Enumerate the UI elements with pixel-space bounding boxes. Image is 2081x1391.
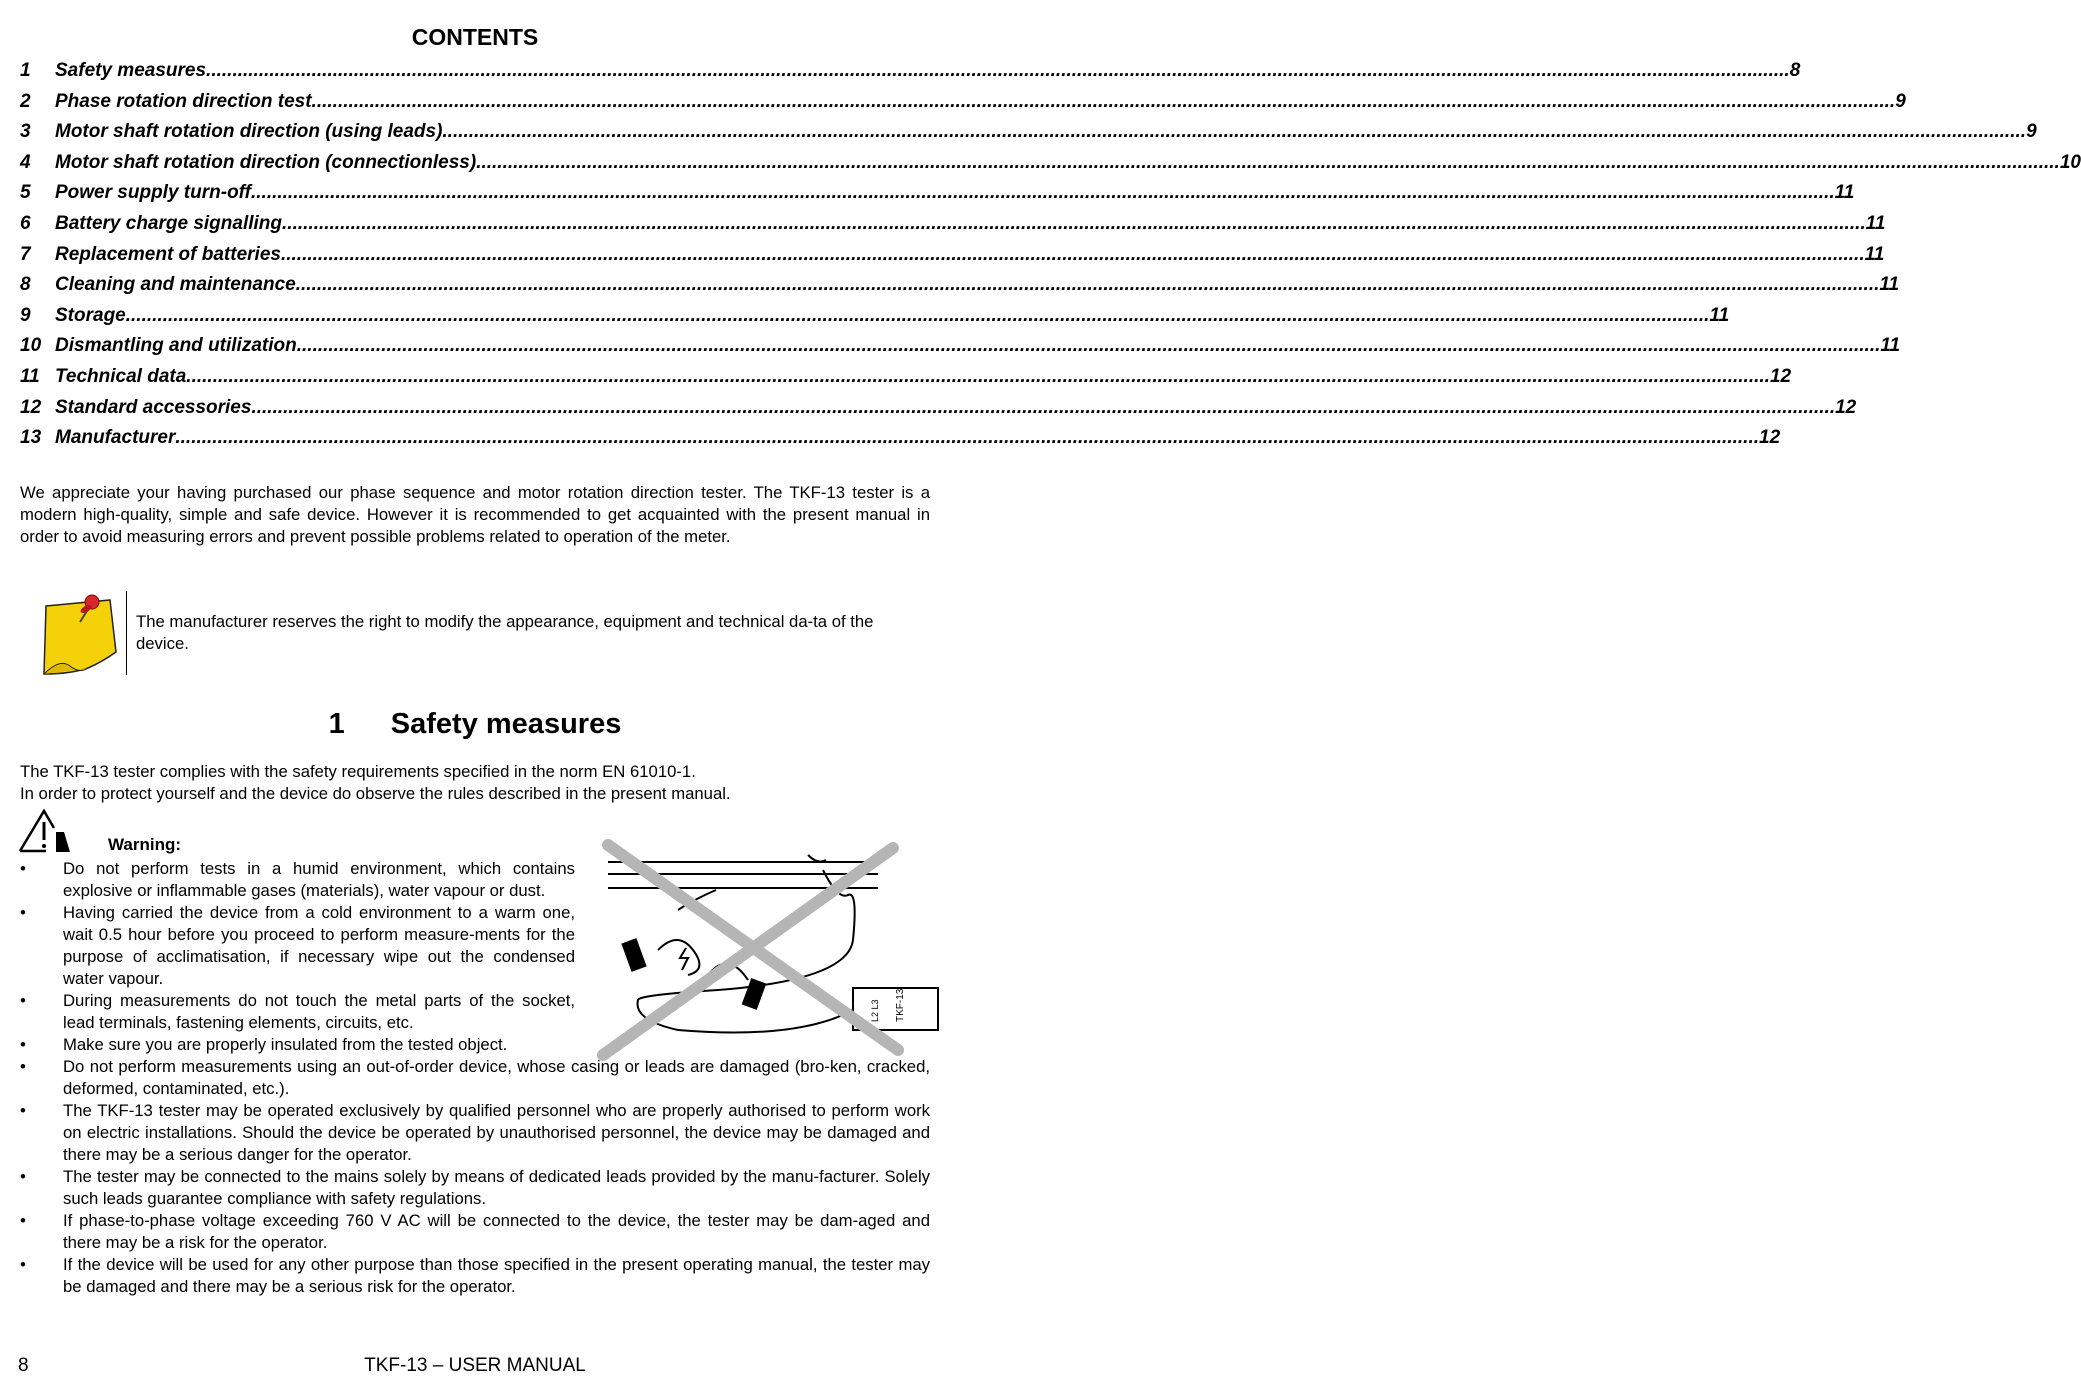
intro-paragraph: We appreciate your having purchased our phase sequence and motor rotation direction tester. The TKF-13 tester is a modern high-quality, simple and safe device. However it is recommended to get acquainted with the present manual in order to avoid measuring errors and prevent possible problems related to operation of the meter. bbox=[20, 483, 930, 546]
section-title: Safety measures bbox=[390, 708, 622, 740]
toc-entry[interactable] bbox=[20, 121, 2037, 152]
toc-entry-number: 11 bbox=[20, 365, 40, 387]
table-of-contents bbox=[20, 60, 2081, 458]
toc-entry-page: 11 bbox=[1864, 243, 1885, 265]
note-text: The manufacturer reserves the right to modify the appearance, equipment and technical da-ta of the device. bbox=[136, 612, 874, 653]
warning-list-text: Make sure you are properly insulated from the tested object. bbox=[63, 1035, 508, 1054]
bullet-icon: • bbox=[20, 1211, 26, 1230]
bullet-icon: • bbox=[20, 1035, 26, 1054]
figure-terminals-label: L2 L3 bbox=[870, 999, 880, 1022]
warning-list-item bbox=[20, 1056, 930, 1100]
warning-list-text: Do not perform tests in a humid environment, which contains explosive or inflammable gases (materials), water vapour or dust. bbox=[63, 859, 575, 900]
warning-list-text: The tester may be connected to the mains solely by means of dedicated leads provided by the manu-facturer. Solely such leads guarantee compliance with safety regulations. bbox=[63, 1167, 930, 1208]
toc-entry-label: Safety measures bbox=[55, 60, 207, 81]
toc-entry-label: Manufacturer bbox=[55, 427, 176, 449]
warning-list-text: During measurements do not touch the metal parts of the socket, lead terminals, fastening elements, circuits, etc. bbox=[63, 991, 575, 1032]
toc-dot-leader: ............................................................................................................................................................................................................................................................................................................ bbox=[280, 243, 1865, 265]
warning-list-text: The TKF-13 tester may be operated exclusively by qualified personnel who are properly authorised to perform work on electric installations. Should the device be operated by unauthorised personnel, the device may be damaged and there may be a serious danger for the operator. bbox=[63, 1101, 930, 1164]
toc-dot-leader: ............................................................................................................................................................................................................................................................................................................ bbox=[476, 151, 2060, 173]
warning-title: Warning: bbox=[108, 835, 182, 854]
warning-list-item bbox=[20, 1166, 930, 1210]
warning-list-text: If the device will be used for any other purpose than those specified in the present operating manual, the tester may be damaged and there may be a serious risk for the operator. bbox=[63, 1255, 930, 1296]
toc-entry-number: 6 bbox=[20, 212, 31, 234]
warning-list-text: Having carried the device from a cold environment to a warm one, wait 0.5 hour before you proceed to perform measure-ments for the purpose of acclimatisation, if necessary wipe out the condensed water vapour. bbox=[63, 903, 575, 988]
toc-entry[interactable] bbox=[20, 151, 2081, 183]
bullet-icon: • bbox=[20, 1057, 26, 1076]
toc-dot-leader: ............................................................................................................................................................................................................................................................................................................ bbox=[296, 335, 1881, 357]
toc-entry[interactable] bbox=[20, 212, 1886, 244]
toc-entry-number: 5 bbox=[20, 182, 31, 204]
toc-entry-label: Motor shaft rotation direction (connectionless) bbox=[55, 151, 477, 173]
toc-entry-page: 8 bbox=[1789, 60, 1801, 81]
toc-entry-label: Technical data bbox=[55, 365, 187, 387]
warning-list-item bbox=[20, 858, 575, 902]
toc-entry-number: 4 bbox=[20, 151, 31, 173]
toc-dot-leader: ............................................................................................................................................................................................................................................................................................................ bbox=[250, 182, 1835, 204]
section-paragraph-2: In order to protect yourself and the device do observe the rules described in the present manual. bbox=[20, 784, 731, 803]
toc-entry-number: 3 bbox=[20, 121, 31, 143]
toc-dot-leader: ............................................................................................................................................................................................................................................................................................................ bbox=[175, 427, 1760, 449]
toc-entry-number: 2 bbox=[20, 90, 31, 112]
section-number: 1 bbox=[328, 708, 345, 740]
toc-entry[interactable] bbox=[20, 60, 1801, 91]
toc-entry[interactable] bbox=[20, 427, 1781, 458]
toc-entry-page: 12 bbox=[1769, 365, 1792, 387]
warning-list-item bbox=[20, 1210, 930, 1254]
bullet-icon: • bbox=[20, 1255, 26, 1274]
warning-list-text: Do not perform measurements using an out-of-order device, whose casing or leads are damaged (bro-ken, cracked, deformed, contaminated, etc.). bbox=[63, 1057, 930, 1098]
toc-entry-label: Power supply turn-off bbox=[55, 182, 251, 204]
bullet-icon: • bbox=[20, 991, 26, 1010]
toc-entry-label: Storage bbox=[55, 304, 126, 326]
warning-list-text: If phase-to-phase voltage exceeding 760 V AC will be connected to the device, the tester may be dam-aged and there may be a risk for the operator. bbox=[63, 1211, 930, 1252]
toc-entry-label: Dismantling and utilization bbox=[55, 335, 297, 357]
warning-list-item bbox=[20, 990, 575, 1034]
warning-list-item bbox=[20, 1100, 930, 1166]
toc-entry-page: 9 bbox=[1895, 90, 1906, 112]
toc-entry[interactable] bbox=[20, 396, 1857, 428]
toc-entry-page: 12 bbox=[1835, 396, 1857, 418]
toc-entry[interactable] bbox=[20, 182, 1855, 213]
warning-list-item bbox=[20, 1034, 930, 1056]
toc-entry-label: Battery charge signalling bbox=[55, 212, 283, 234]
toc-entry-label: Motor shaft rotation direction (using leads) bbox=[55, 121, 443, 143]
toc-dot-leader: ............................................................................................................................................................................................................................................................................................................ bbox=[282, 212, 1866, 234]
toc-dot-leader: ............................................................................................................................................................................................................................................................................................................ bbox=[311, 90, 1896, 112]
toc-entry[interactable] bbox=[20, 274, 1900, 305]
toc-entry-number: 10 bbox=[20, 335, 42, 357]
toc-entry-page: 11 bbox=[1865, 212, 1886, 234]
bullet-icon: • bbox=[20, 859, 26, 878]
toc-entry-page: 9 bbox=[2026, 121, 2037, 143]
footer-title: TKF-13 – USER MANUAL bbox=[364, 1355, 586, 1376]
warning-list-item bbox=[20, 902, 575, 990]
bullet-icon: • bbox=[20, 903, 26, 922]
bullet-icon: • bbox=[20, 1101, 26, 1120]
toc-entry-number: 12 bbox=[20, 396, 42, 418]
toc-entry-label: Replacement of batteries bbox=[55, 243, 281, 265]
bullet-icon: • bbox=[20, 1167, 26, 1186]
toc-entry-number: 13 bbox=[20, 427, 42, 449]
toc-entry-label: Standard accessories bbox=[55, 396, 252, 418]
section-heading bbox=[0, 708, 950, 741]
pinned-note-icon bbox=[40, 592, 122, 678]
toc-entry-page: 11 bbox=[1834, 182, 1855, 204]
toc-dot-leader: ............................................................................................................................................................................................................................................................................................................ bbox=[295, 274, 1880, 296]
toc-entry[interactable] bbox=[20, 304, 1730, 336]
toc-entry-page: 10 bbox=[2059, 151, 2081, 173]
note-divider bbox=[126, 591, 127, 675]
toc-entry-number: 1 bbox=[20, 60, 31, 81]
contents-title: CONTENTS bbox=[411, 24, 539, 50]
toc-dot-leader: ............................................................................................................................................................................................................................................................................................................ bbox=[206, 60, 1790, 81]
toc-entry-page: 11 bbox=[1880, 335, 1901, 357]
toc-entry-page: 11 bbox=[1709, 304, 1730, 326]
toc-entry-page: 12 bbox=[1759, 427, 1781, 449]
toc-entry-number: 8 bbox=[20, 274, 31, 296]
warning-icon bbox=[18, 808, 74, 854]
toc-entry-number: 9 bbox=[20, 304, 31, 326]
toc-entry-label: Phase rotation direction test bbox=[55, 90, 312, 112]
footer-page-number: 8 bbox=[18, 1355, 29, 1376]
toc-entry-page: 11 bbox=[1879, 274, 1900, 296]
toc-dot-leader: ............................................................................................................................................................................................................................................................................................................ bbox=[251, 396, 1836, 418]
toc-dot-leader: ............................................................................................................................................................................................................................................................................................................ bbox=[186, 365, 1770, 387]
toc-entry[interactable] bbox=[20, 335, 1901, 366]
warning-list bbox=[20, 858, 930, 1298]
warning-list-item bbox=[20, 1254, 930, 1298]
toc-dot-leader: ............................................................................................................................................................................................................................................................................................................ bbox=[442, 121, 2027, 143]
toc-entry[interactable] bbox=[20, 365, 1792, 397]
toc-entry-label: Cleaning and maintenance bbox=[55, 274, 296, 296]
section-paragraph-1: The TKF-13 tester complies with the safety requirements specified in the norm EN 61010-1. bbox=[20, 762, 696, 781]
toc-entry[interactable] bbox=[20, 90, 1906, 122]
toc-entry-number: 7 bbox=[20, 243, 31, 265]
toc-entry[interactable] bbox=[20, 243, 1885, 275]
figure-device-label: TKF-13 bbox=[895, 988, 906, 1022]
toc-dot-leader: ............................................................................................................................................................................................................................................................................................................ bbox=[125, 304, 1710, 326]
